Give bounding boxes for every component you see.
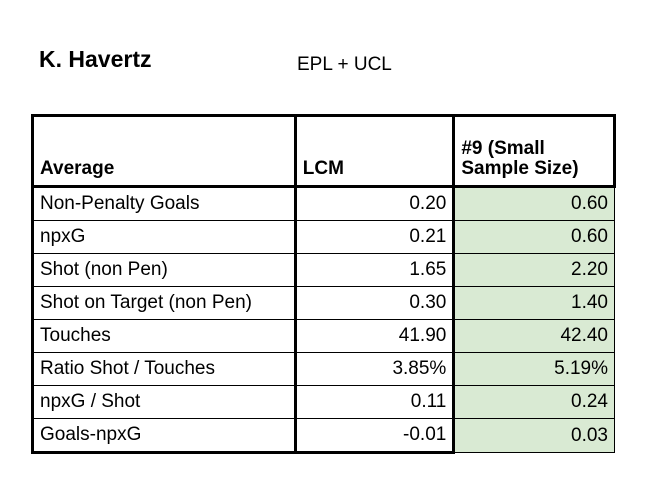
lcm-value: -0.01 [295, 419, 454, 453]
table-row [33, 254, 615, 287]
header-row [33, 116, 615, 187]
table-row [33, 353, 615, 386]
lcm-value: 41.90 [295, 320, 454, 353]
lcm-value: 0.21 [295, 221, 454, 254]
number-nine-value: 42.40 [454, 320, 615, 353]
number-nine-value: 5.19% [454, 353, 615, 386]
lcm-value: 0.30 [295, 287, 454, 320]
row-label: Touches [33, 320, 296, 353]
row-label: Shot on Target (non Pen) [33, 287, 296, 320]
stats-table [31, 114, 616, 454]
table-row [33, 187, 615, 221]
number-nine-value: 1.40 [454, 287, 615, 320]
table-row [33, 320, 615, 353]
row-label: Goals-npxG [33, 419, 296, 453]
table-row [33, 386, 615, 419]
table-row [33, 419, 615, 453]
number-nine-value: 0.24 [454, 386, 615, 419]
number-nine-value: 2.20 [454, 254, 615, 287]
number-nine-value: 0.60 [454, 187, 615, 221]
player-name: K. Havertz [39, 46, 152, 72]
table-row [33, 221, 615, 254]
row-label: Non-Penalty Goals [33, 187, 296, 221]
row-label: npxG [33, 221, 296, 254]
header-number-nine: #9 (Small Sample Size) [454, 116, 615, 187]
lcm-value: 0.11 [295, 386, 454, 419]
header-lcm: LCM [295, 116, 454, 187]
row-label: npxG / Shot [33, 386, 296, 419]
row-label: Shot (non Pen) [33, 254, 296, 287]
number-nine-value: 0.03 [454, 419, 615, 453]
number-nine-value: 0.60 [454, 221, 615, 254]
lcm-value: 3.85% [295, 353, 454, 386]
table-row [33, 287, 615, 320]
row-label: Ratio Shot / Touches [33, 353, 296, 386]
header-average: Average [33, 116, 296, 187]
competition-label: EPL + UCL [297, 54, 392, 75]
lcm-value: 1.65 [295, 254, 454, 287]
lcm-value: 0.20 [295, 187, 454, 221]
